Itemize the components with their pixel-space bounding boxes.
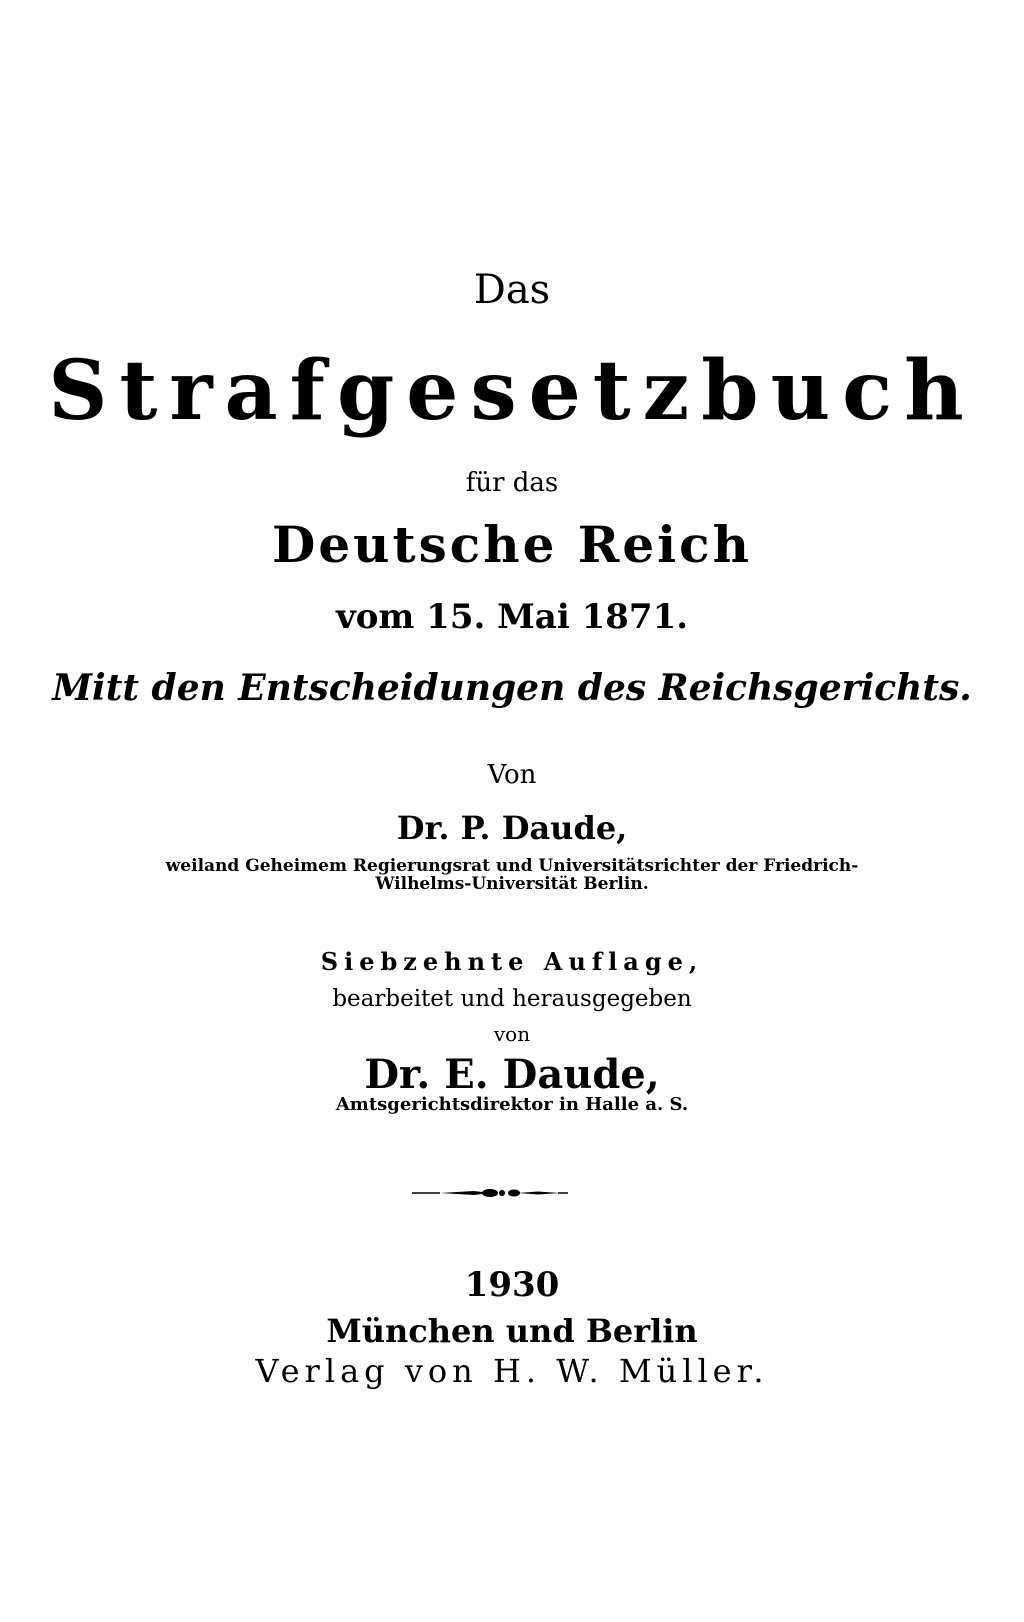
enactment-date: vom 15. Mai 1871.	[335, 597, 689, 637]
by-line-2: von	[493, 1022, 531, 1046]
book-subtitle: Mitt den Entscheidungen des Reichsgerichts.	[52, 667, 972, 709]
author-1-affiliation-line-1: weiland Geheimem Regierungsrat und Universitätsrichter der Friedrich-	[165, 856, 859, 876]
publication-place: München und Berlin	[326, 1312, 698, 1350]
author-1-affiliation-line-2: Wilhelms-Universität Berlin.	[375, 874, 649, 894]
by-line-1: Von	[487, 760, 537, 790]
edited-statement: bearbeitet und herausgegeben	[332, 986, 692, 1012]
edition-statement: Siebzehnte Auflage,	[320, 947, 704, 976]
book-title: Strafgesetzbuch	[48, 343, 976, 439]
title-connector: für das	[465, 468, 559, 498]
publisher: Verlag von H. W. Müller.	[255, 1352, 769, 1390]
title-article: Das	[473, 267, 551, 313]
author-2-affiliation: Amtsgerichtsdirektor in Halle a. S.	[335, 1094, 689, 1115]
title-reich: Deutsche Reich	[272, 515, 752, 574]
author-1-name: Dr. P. Daude,	[396, 809, 628, 847]
publication-year: 1930	[464, 1265, 560, 1305]
ornament-divider-icon	[410, 1183, 570, 1203]
author-2-name: Dr. E. Daude,	[364, 1051, 660, 1098]
